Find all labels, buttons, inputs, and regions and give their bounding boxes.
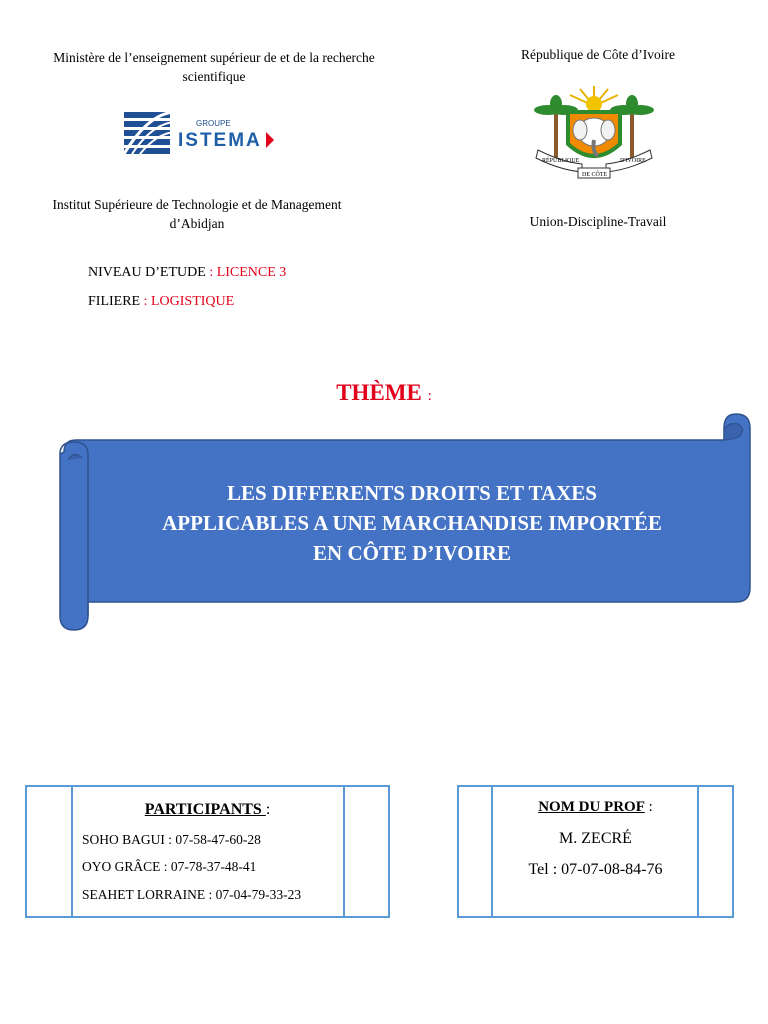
istema-logo-name: ISTEMA xyxy=(178,130,262,151)
filiere-line xyxy=(88,294,234,310)
participant-1: SOHO BAGUI : 07-58-47-60-28 xyxy=(82,832,261,847)
professor-title xyxy=(459,799,732,816)
theme-title-line-3: EN CÔTE D’IVOIRE xyxy=(313,541,511,565)
ministry-text: Ministère de l’enseignement supérieur de et de la recherche scientifique xyxy=(53,50,375,84)
professor-box xyxy=(457,785,734,918)
filiere-value: : LOGISTIQUE xyxy=(143,294,235,309)
niveau-label: NIVEAU D’ETUDE xyxy=(88,265,206,280)
republic-text: République de Côte d’Ivoire xyxy=(520,47,676,62)
participants-box xyxy=(25,785,390,918)
professor-name: M. ZECRÉ xyxy=(559,830,632,847)
coat-text-bottom: DE CÔTE xyxy=(582,172,608,178)
coat-text-left: RÉPUBLIQUE xyxy=(542,158,580,164)
istema-logo-groupe: GROUPE xyxy=(196,119,231,128)
professor-title-colon: : xyxy=(644,799,653,815)
theme-colon: : xyxy=(427,388,432,404)
professor-tel: Tel : 07-07-08-84-76 xyxy=(528,861,663,878)
istema-logo xyxy=(118,104,282,162)
participants-title xyxy=(27,801,388,819)
professor-title-text: NOM DU PROF xyxy=(538,799,645,815)
participant-2: OYO GRÂCE : 07-78-37-48-41 xyxy=(82,859,257,874)
participants-title-text: PARTICIPANTS xyxy=(144,801,266,818)
niveau-line xyxy=(88,265,286,281)
theme-title-line-2: APPLICABLES A UNE MARCHANDISE IMPORTÉE xyxy=(162,511,662,535)
filiere-label: FILIERE xyxy=(88,294,141,309)
participants-title-colon: : xyxy=(265,801,271,818)
niveau-value: : LICENCE 3 xyxy=(209,265,287,280)
theme-title-line-1: LES DIFFERENTS DROITS ET TAXES xyxy=(227,481,597,505)
motto-text: Union-Discipline-Travail xyxy=(529,214,667,229)
coat-text-right: D'IVOIRE xyxy=(620,158,646,164)
institute-text: Institut Supérieure de Technologie et de Management d’Abidjan xyxy=(52,197,342,231)
coat-of-arms-emblem xyxy=(532,84,656,184)
theme-title xyxy=(88,478,736,568)
theme-heading xyxy=(0,380,768,406)
participant-3: SEAHET LORRAINE : 07-04-79-33-23 xyxy=(82,887,302,902)
theme-label: THÈME xyxy=(336,380,422,405)
